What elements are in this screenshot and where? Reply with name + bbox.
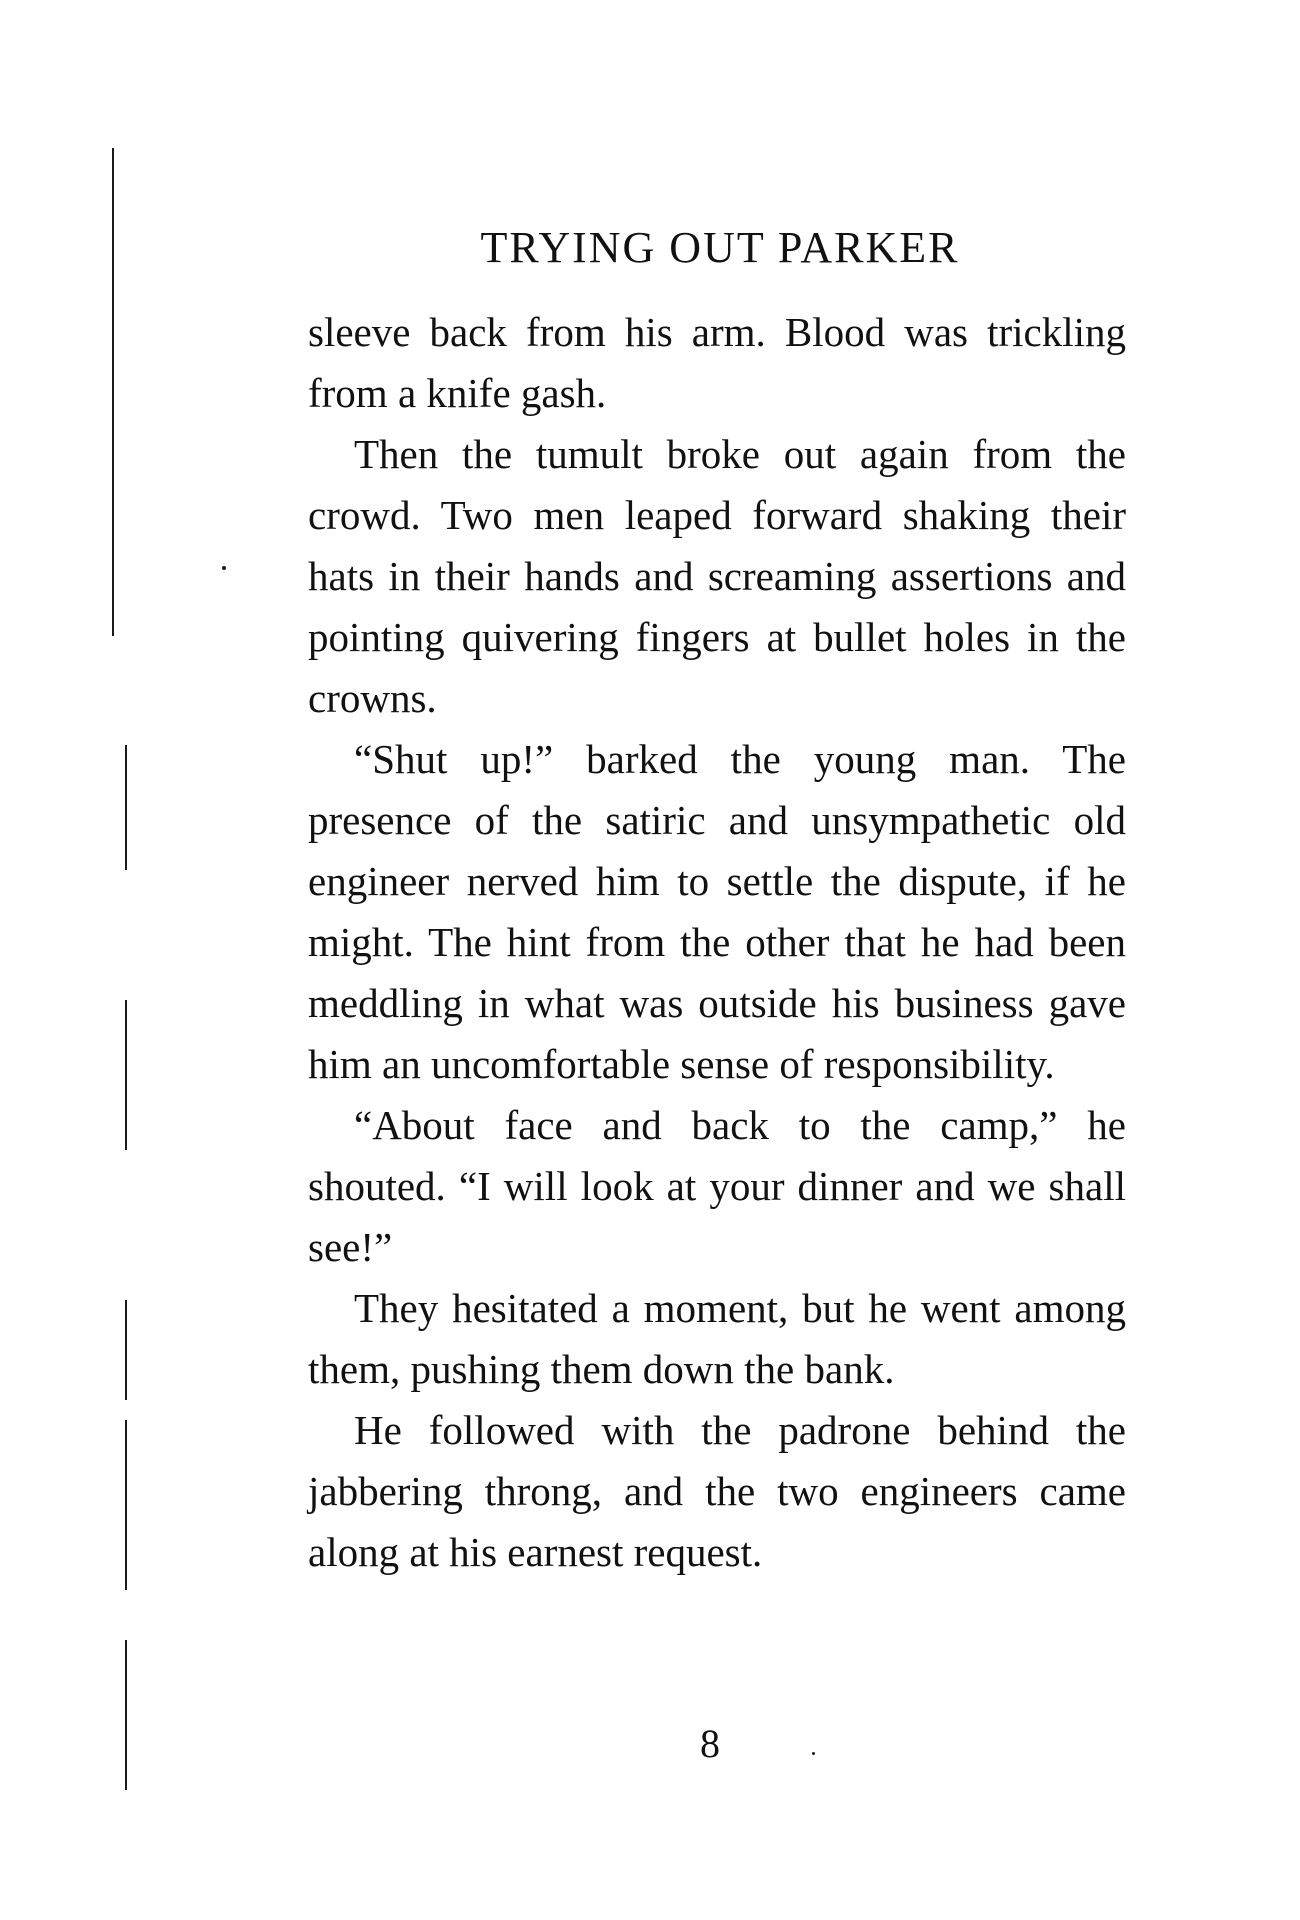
paragraph: “Shut up!” barked the young man. The presence of the satiric and unsympathetic old engineer nerved him to settle the dispute, if he might. The hint from the other that he had been meddling in what was outside his business gave him an uncomfortable sense of responsibility. bbox=[308, 736, 1126, 1087]
scan-speck bbox=[222, 566, 226, 570]
paragraph: “About face and back to the camp,” he shouted. “I will look at your dinner and we shall see!” bbox=[308, 1102, 1126, 1270]
running-header: TRYING OUT PARKER bbox=[480, 223, 960, 272]
scan-edge-line bbox=[125, 1420, 127, 1590]
scan-edge-line bbox=[112, 148, 114, 636]
page-number: 8 bbox=[700, 1721, 720, 1766]
paragraph: Then the tumult broke out again from the crowd. Two men leaped forward shaking their hats in their hands and screaming assertions and pointing quivering fingers at bullet holes in the crowns. bbox=[308, 431, 1126, 721]
body-text bbox=[308, 302, 1126, 1583]
scan-edge-line bbox=[125, 1000, 127, 1150]
scan-edge-line bbox=[125, 745, 127, 870]
scan-speck bbox=[812, 1752, 815, 1755]
paragraph: They hesitated a moment, but he went among them, pushing them down the bank. bbox=[308, 1285, 1126, 1392]
scan-edge-line bbox=[125, 1300, 127, 1400]
paragraph: He followed with the padrone behind the jabbering throng, and the two engineers came along at his earnest request. bbox=[308, 1407, 1126, 1575]
paragraph: sleeve back from his arm. Blood was trickling from a knife gash. bbox=[308, 309, 1126, 416]
scan-edge-line bbox=[125, 1640, 127, 1790]
